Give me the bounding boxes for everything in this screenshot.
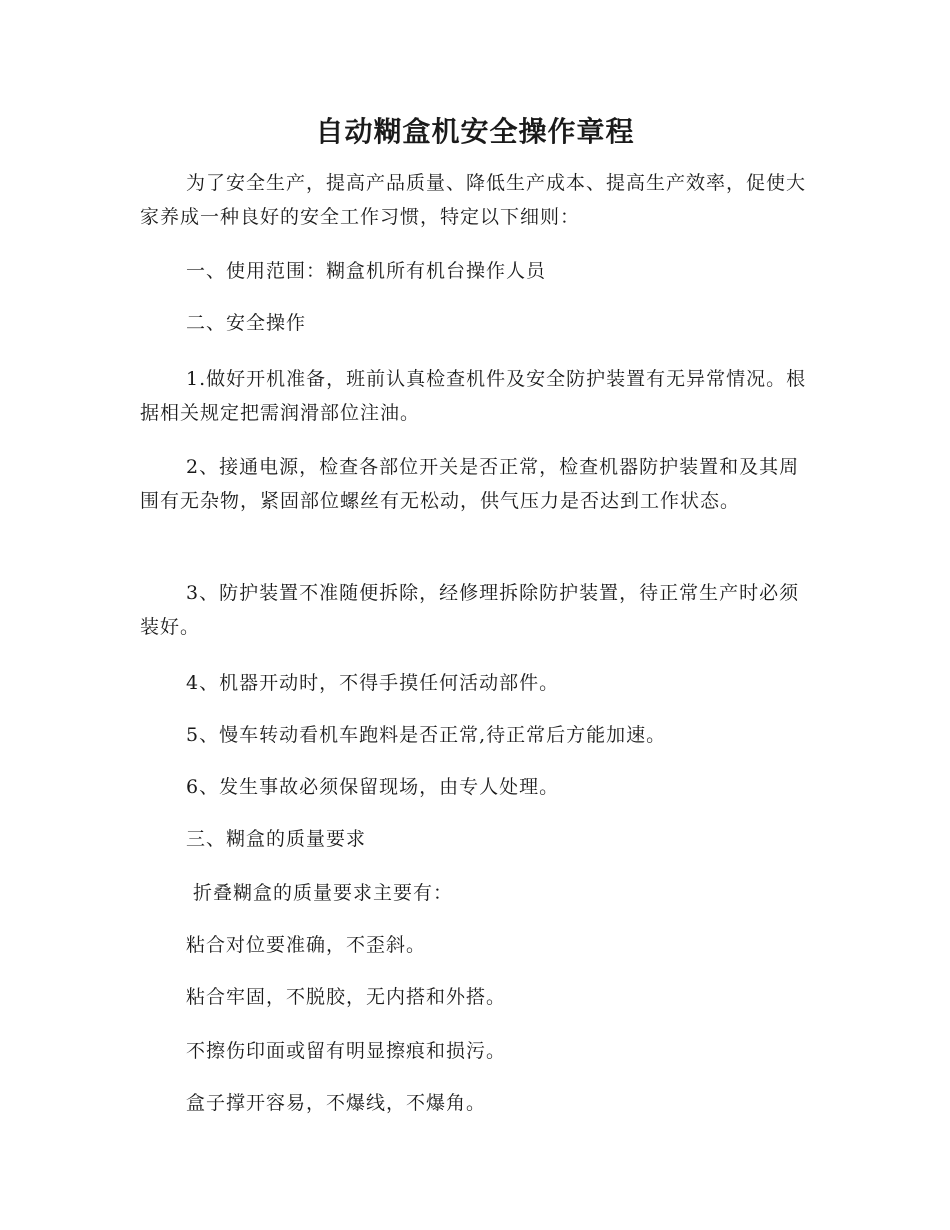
safety-item-5: 5、慢车转动看机车跑料是否正常,待正常后方能加速。 bbox=[186, 724, 667, 746]
safety-item-1: 1.做好开机准备，班前认真检查机件及安全防护装置有无异常情况。根据相关规定把需润滑部位注油。 bbox=[140, 368, 807, 424]
section-safety-heading: 二、安全操作 bbox=[186, 312, 307, 334]
quality-item-adhesion: 粘合牢固，不脱胶，无内搭和外搭。 bbox=[186, 986, 507, 1008]
section-quality-heading: 三、糊盒的质量要求 bbox=[186, 828, 367, 850]
safety-item-4: 4、机器开动时，不得手摸任何活动部件。 bbox=[186, 672, 560, 694]
safety-item-3: 3、防护装置不准随便拆除，经修理拆除防护装置，待正常生产时必须装好。 bbox=[140, 582, 800, 638]
document-title: 自动糊盒机安全操作章程 bbox=[315, 115, 635, 148]
quality-item-alignment: 粘合对位要准确，不歪斜。 bbox=[186, 934, 427, 956]
quality-item-opening: 盒子撑开容易，不爆线，不爆角。 bbox=[186, 1092, 487, 1114]
quality-intro: 折叠糊盒的质量要求主要有： bbox=[186, 882, 454, 904]
intro-paragraph: 为了安全生产，提高产品质量、降低生产成本、提高生产效率，促使大家养成一种良好的安全工作习惯，特定以下细则： bbox=[140, 172, 807, 228]
safety-item-2: 2、接通电源，检查各部位开关是否正常，检查机器防护装置和及其周围有无杂物，紧固部位螺丝有无松动，供气压力是否达到工作状态。 bbox=[140, 456, 800, 512]
section-scope: 一、使用范围：糊盒机所有机台操作人员 bbox=[186, 260, 547, 282]
safety-item-6: 6、发生事故必须保留现场，由专人处理。 bbox=[186, 776, 560, 798]
quality-item-surface: 不擦伤印面或留有明显擦痕和损污。 bbox=[186, 1040, 507, 1062]
